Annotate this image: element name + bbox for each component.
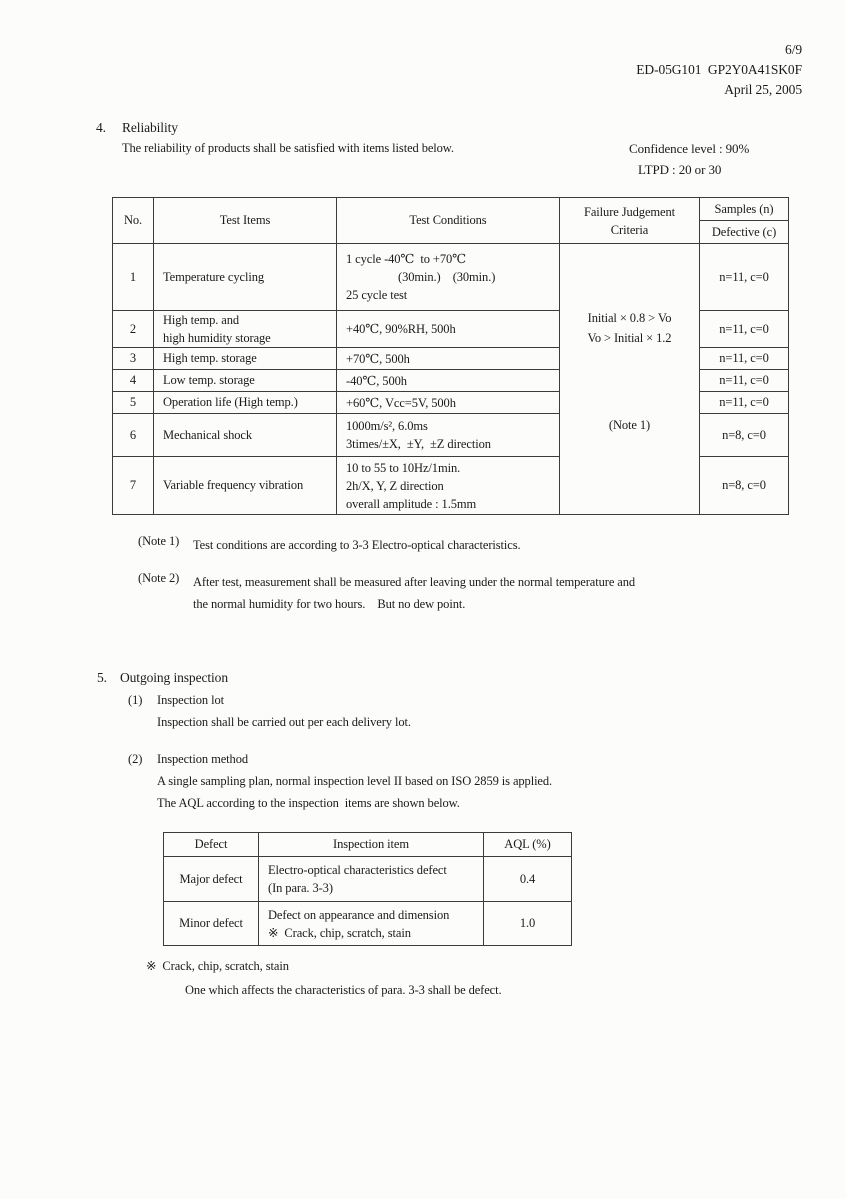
- table-row: [113, 244, 789, 311]
- test-item: High temp. and high humidity storage: [154, 311, 337, 348]
- ltpd-value: LTPD : 20 or 30: [638, 162, 722, 177]
- samples-value: n=11, c=0: [700, 244, 789, 311]
- note-1: [138, 534, 521, 556]
- document-date: April 25, 2005: [724, 82, 802, 97]
- condition-line: (30min.) (30min.): [398, 270, 496, 284]
- inspection-item: Defect on appearance and dimension ※ Crack, chip, scratch, stain: [259, 902, 484, 946]
- col-header-test-items: Test Items: [154, 198, 337, 244]
- samples-value: n=8, c=0: [700, 457, 789, 515]
- samples-value: n=11, c=0: [700, 392, 789, 414]
- samples-value: n=8, c=0: [700, 414, 789, 457]
- test-item: Mechanical shock: [154, 414, 337, 457]
- section-5-number: 5.: [97, 670, 107, 685]
- row-no: 2: [113, 311, 154, 348]
- test-item: Variable frequency vibration: [154, 457, 337, 515]
- condition-line: 1000m/s², 6.0ms: [346, 419, 428, 433]
- criteria-formula: [560, 308, 699, 348]
- row-no: 3: [113, 348, 154, 370]
- item-2-number: (2): [128, 752, 143, 766]
- section-5-heading: [97, 670, 228, 686]
- col-header-test-conditions: Test Conditions: [337, 198, 560, 244]
- row-no: 1: [113, 244, 154, 311]
- condition-line: 2h/X, Y, Z direction: [346, 478, 444, 493]
- header-meta: [636, 40, 802, 100]
- section-4-intro: The reliability of products shall be satisfied with items listed below.: [122, 141, 454, 155]
- aql-col-aql: AQL (%): [484, 833, 572, 857]
- defect-class: Major defect: [164, 857, 259, 902]
- col-header-no: No.: [113, 198, 154, 244]
- criteria-formula-line1: Initial × 0.8 > Vo: [587, 311, 672, 325]
- test-conditions: [337, 457, 560, 515]
- condition-line: 25 cycle test: [346, 288, 408, 302]
- reliability-table: [112, 197, 789, 515]
- criteria-note-ref: (Note 1): [608, 418, 651, 432]
- table-row: [164, 902, 572, 946]
- test-conditions: -40℃, 500h: [337, 370, 560, 392]
- aql-table: [163, 832, 572, 946]
- note-2-text: [193, 571, 635, 615]
- document-id: ED-05G101 GP2Y0A41SK0F: [636, 62, 802, 77]
- col-header-criteria-line2: Criteria: [610, 222, 649, 237]
- page-number: 6/9: [785, 42, 802, 57]
- test-conditions: +70℃, 500h: [337, 348, 560, 370]
- note-2-line1: After test, measurement shall be measured after leaving under the normal temperature and: [193, 575, 636, 589]
- inspection-item: Electro-optical characteristics defect (In para. 3-3): [259, 857, 484, 902]
- col-header-defective: Defective (c): [700, 221, 789, 244]
- item-1-number: (1): [128, 693, 143, 707]
- test-conditions: +40℃, 90%RH, 500h: [337, 311, 560, 348]
- confidence-block: [629, 138, 749, 180]
- note-1-text: Test conditions are according to 3-3 Electro-optical characteristics.: [193, 538, 521, 552]
- table-row: [164, 857, 572, 902]
- col-header-criteria-line1: Failure Judgement: [584, 204, 675, 219]
- footnote-text: One which affects the characteristics of para. 3-3 shall be defect.: [185, 983, 502, 997]
- aql-col-inspection-item: Inspection item: [259, 833, 484, 857]
- section-4-heading: [96, 120, 178, 136]
- test-item: Low temp. storage: [154, 370, 337, 392]
- row-no: 5: [113, 392, 154, 414]
- aql-col-defect: Defect: [164, 833, 259, 857]
- condition-line: 10 to 55 to 10Hz/1min.: [346, 460, 461, 475]
- item-1-title: Inspection lot: [157, 693, 224, 707]
- failure-criteria-cell: [560, 244, 700, 515]
- aql-value: 0.4: [484, 857, 572, 902]
- inspection-lot-text: Inspection shall be carried out per each delivery lot.: [157, 715, 411, 729]
- note-2-label: (Note 2): [138, 571, 180, 585]
- criteria-formula-line2: Vo > Initial × 1.2: [587, 331, 672, 345]
- samples-value: n=11, c=0: [700, 348, 789, 370]
- samples-value: n=11, c=0: [700, 311, 789, 348]
- inspection-method-line1: A single sampling plan, normal inspection level II based on ISO 2859 is applied.: [157, 774, 553, 788]
- test-item: Operation life (High temp.): [154, 392, 337, 414]
- col-header-samples: Samples (n): [700, 198, 789, 221]
- condition-line: 1 cycle -40℃ to +70℃: [346, 252, 467, 266]
- row-no: 4: [113, 370, 154, 392]
- test-item: Temperature cycling: [154, 244, 337, 311]
- test-item: High temp. storage: [154, 348, 337, 370]
- note-1-label: (Note 1): [138, 534, 180, 548]
- row-no: 6: [113, 414, 154, 457]
- defect-class: Minor defect: [164, 902, 259, 946]
- test-conditions: +60℃, Vcc=5V, 500h: [337, 392, 560, 414]
- row-no: 7: [113, 457, 154, 515]
- test-conditions: [337, 414, 560, 457]
- section-4-title: Reliability: [122, 120, 178, 135]
- note-2: [138, 571, 635, 615]
- test-conditions: [337, 244, 560, 311]
- section-5-title: Outgoing inspection: [120, 670, 228, 685]
- note-2-line2: the normal humidity for two hours. But no dew point.: [193, 597, 466, 611]
- confidence-level: Confidence level : 90%: [629, 141, 750, 156]
- samples-value: n=11, c=0: [700, 370, 789, 392]
- inspection-method-line2: The AQL according to the inspection items are shown below.: [157, 796, 460, 810]
- aql-value: 1.0: [484, 902, 572, 946]
- footnote-symbol-line: ※ Crack, chip, scratch, stain: [146, 959, 289, 973]
- inspection-lot-heading: [128, 693, 224, 708]
- condition-line: 3times/±X, ±Y, ±Z direction: [346, 437, 491, 451]
- section-4-number: 4.: [96, 120, 106, 135]
- inspection-method-heading: [128, 752, 248, 767]
- col-header-criteria: [560, 198, 700, 244]
- item-2-title: Inspection method: [157, 752, 248, 766]
- condition-line: overall amplitude : 1.5mm: [346, 496, 477, 511]
